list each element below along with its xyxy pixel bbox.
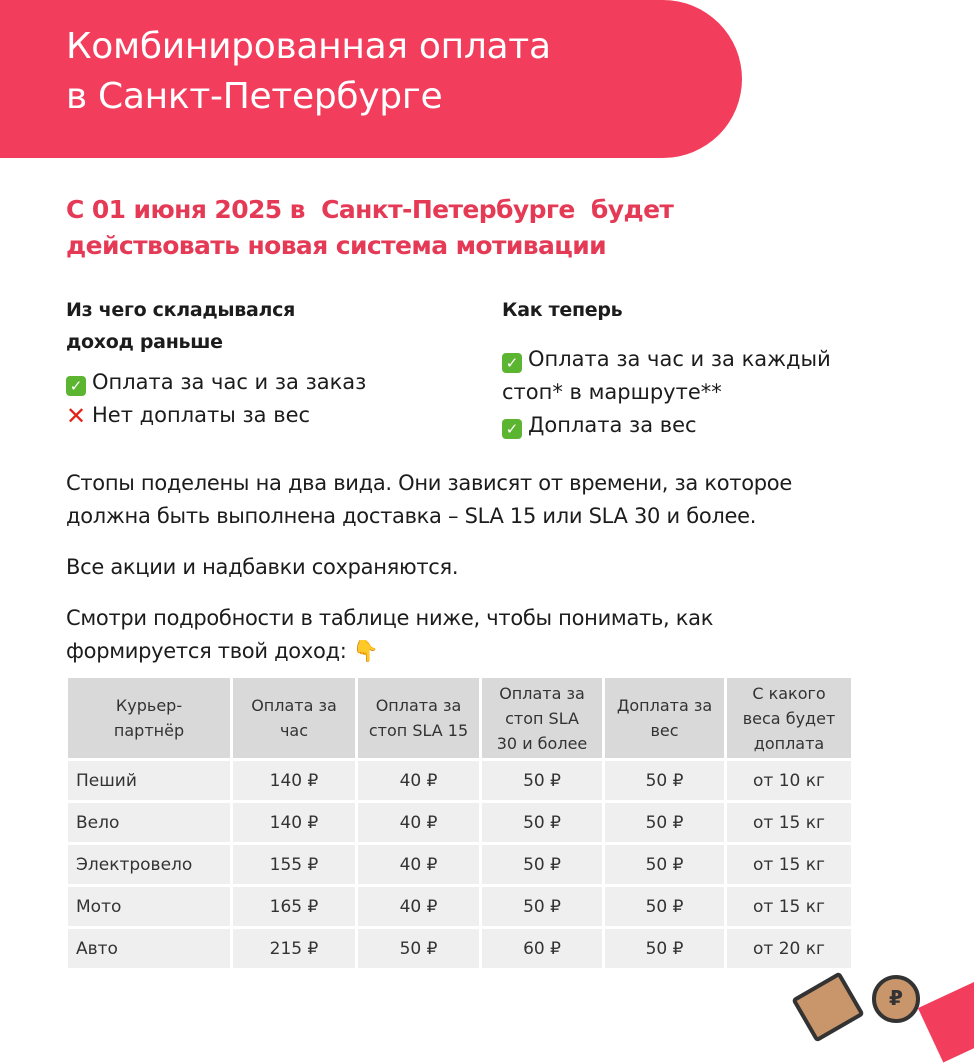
pointing-down-icon: 👇 [352, 639, 379, 663]
table-cell: 165 ₽ [233, 887, 355, 926]
details-paragraph: Смотри подробности в таблице ниже, чтобы понимать, как формируется твой доход: 👇 [66, 606, 714, 663]
check-icon: ✓ [66, 376, 86, 396]
table-cell: 50 ₽ [482, 887, 602, 926]
table-cell: 215 ₽ [233, 929, 355, 968]
list-item: ✕ Нет доплаты за вес [66, 402, 311, 430]
table-cell: от 15 кг [727, 845, 851, 884]
title-line: Комбинированная оплата [66, 26, 551, 67]
title-line: в Санкт-Петербурге [66, 76, 443, 117]
before-heading: Из чего складывался доход раньше [66, 299, 296, 353]
subtitle [66, 192, 673, 264]
table-row [68, 929, 851, 968]
page-title [66, 22, 551, 122]
table-cell: Авто [68, 929, 230, 968]
table-cell: 50 ₽ [605, 887, 724, 926]
table-cell: 140 ₽ [233, 761, 355, 800]
cross-icon: ✕ [66, 402, 87, 430]
before-column [66, 294, 366, 432]
list-item: ✓ Доплата за вес [502, 409, 831, 442]
promo-paragraph: Все акции и надбавки сохраняются. [66, 555, 459, 579]
table-row [68, 761, 851, 800]
table-cell: от 15 кг [727, 887, 851, 926]
table-cell: Электровело [68, 845, 230, 884]
column-header: Оплата за стоп SLA 15 [358, 678, 479, 758]
check-icon: ✓ [502, 353, 522, 373]
column-header: Оплата за час [233, 678, 355, 758]
table-cell: 50 ₽ [358, 929, 479, 968]
table-cell: 40 ₽ [358, 887, 479, 926]
table-cell: от 10 кг [727, 761, 851, 800]
table-row [68, 803, 851, 842]
now-column [502, 294, 831, 442]
column-header: Оплата за стоп SLA 30 и более [482, 678, 602, 758]
table-cell: от 20 кг [727, 929, 851, 968]
table-cell: Мото [68, 887, 230, 926]
table-cell: 60 ₽ [482, 929, 602, 968]
table-row [68, 887, 851, 926]
table-cell: 50 ₽ [605, 929, 724, 968]
table-cell: 40 ₽ [358, 803, 479, 842]
table-cell: 40 ₽ [358, 845, 479, 884]
table-cell: Вело [68, 803, 230, 842]
check-icon: ✓ [502, 419, 522, 439]
table-cell: 50 ₽ [482, 761, 602, 800]
ruble-coin-icon: ₽ [872, 975, 920, 1023]
now-heading: Как теперь [502, 299, 623, 321]
table-row [68, 845, 851, 884]
decor-stripe [918, 957, 974, 1062]
banknote-icon [791, 971, 864, 1042]
table-cell: 50 ₽ [482, 845, 602, 884]
column-header: Доплата за вес [605, 678, 724, 758]
table-cell: 50 ₽ [605, 803, 724, 842]
table-cell: от 15 кг [727, 803, 851, 842]
table-cell: 140 ₽ [233, 803, 355, 842]
rates-table [65, 675, 854, 971]
table-cell: 155 ₽ [233, 845, 355, 884]
list-item: ✓ Оплата за час и за каждый стоп* в маршруте** [502, 347, 831, 404]
column-header: С какого веса будет доплата [727, 678, 851, 758]
table-cell: 40 ₽ [358, 761, 479, 800]
table-cell: 50 ₽ [605, 761, 724, 800]
column-header: Курьер- партнёр [68, 678, 230, 758]
table-cell: Пеший [68, 761, 230, 800]
table-cell: 50 ₽ [482, 803, 602, 842]
stops-paragraph: Стопы поделены на два вида. Они зависят от времени, за которое должна быть выполнена доставка – SLA 15 или SLA 30 и более. [66, 471, 792, 528]
table-cell: 50 ₽ [605, 845, 724, 884]
subtitle-line: С 01 июня 2025 в Санкт-Петербурге будет [66, 195, 674, 224]
list-item: ✓ Оплата за час и за заказ [66, 366, 366, 399]
subtitle-line: действовать новая система мотивации [66, 231, 607, 260]
